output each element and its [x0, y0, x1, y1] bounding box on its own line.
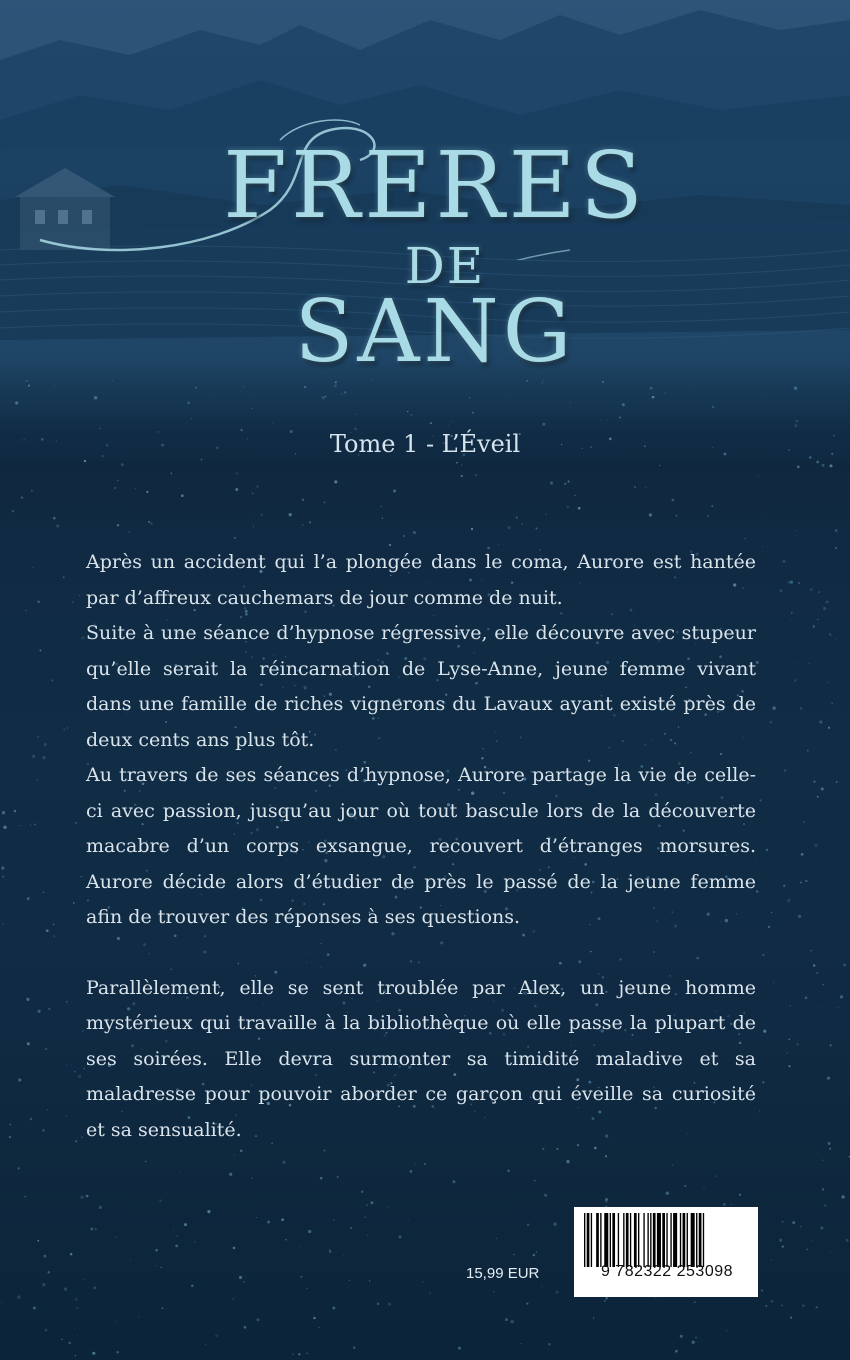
- barcode-bars: [584, 1213, 752, 1267]
- barcode: [574, 1207, 758, 1297]
- title-sang: SANG: [294, 282, 576, 382]
- blurb-paragraph-3: Au travers de ses séances d’hypnose, Aurore partage la vie de celle-ci avec passion, jusqu’au jour où tout bascule lors de la découverte macabre d’un corps exsangue, recouvert d’étranges morsures. Aurore décide alors d’étudier de près le passé de la jeune femme afin de trouver des réponses à ses questions.: [86, 764, 756, 928]
- title-de: DE: [404, 237, 486, 295]
- blurb-paragraph-4: Parallèlement, elle se sent troublée par Alex, un jeune homme mystérieux qui travaille à la bibliothèque où elle passe la plupart de ses soirées. Elle devra surmonter sa timidité maladive et sa maladresse pour pouvoir aborder ce garçon qui éveille sa curiosité et sa sensualité.: [86, 976, 756, 1141]
- blurb-paragraph-2: Suite à une séance d’hypnose régressive, elle découvre avec stupeur qu’elle serait la réincarnation de Lyse-Anne, jeune femme vivant dans une famille de riches vignerons du Lavaux ayant existé près de deux cents ans plus tôt.: [86, 622, 756, 751]
- barcode-digits: 9 782322 253098: [600, 1263, 734, 1280]
- price-label: 15,99 EUR: [466, 1265, 540, 1282]
- title-freres: FRERES: [223, 132, 647, 239]
- blurb-paragraph-1: Après un accident qui l’a plongée dans le coma, Aurore est hantée par d’affreux cauchemars de jour comme de nuit.: [86, 551, 756, 609]
- blurb: [86, 545, 756, 1148]
- subtitle: Tome 1 - L’Éveil: [329, 430, 521, 458]
